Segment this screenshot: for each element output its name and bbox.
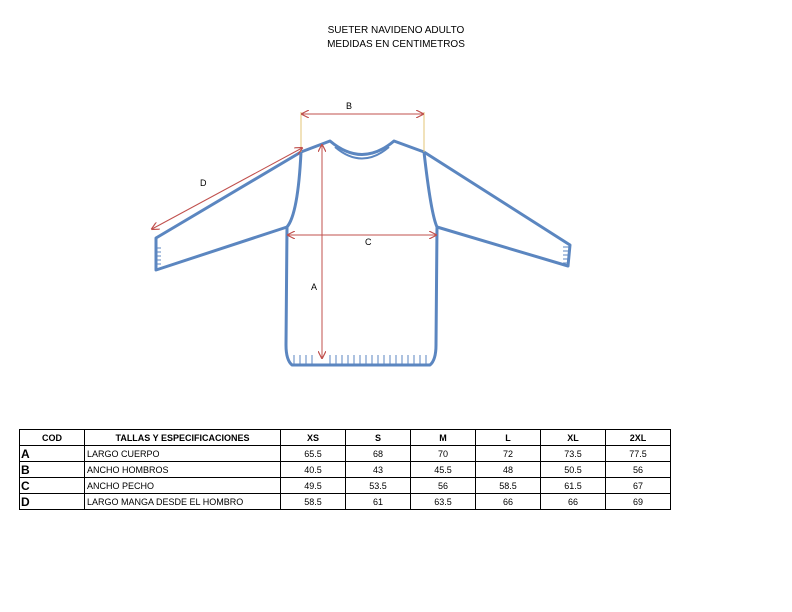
header-2xl: 2XL [606, 430, 671, 446]
table-row [20, 462, 671, 478]
arrow-d [152, 148, 302, 229]
row-code: D [20, 494, 85, 510]
cell-2xl: 77.5 [606, 446, 671, 462]
cell-l: 58.5 [476, 478, 541, 494]
row-spec: ANCHO HOMBROS [85, 462, 281, 478]
cell-xl: 73.5 [541, 446, 606, 462]
cell-m: 70 [411, 446, 476, 462]
cell-s: 61 [346, 494, 411, 510]
cell-xs: 65.5 [281, 446, 346, 462]
cell-xs: 49.5 [281, 478, 346, 494]
cell-m: 56 [411, 478, 476, 494]
cell-m: 45.5 [411, 462, 476, 478]
header-s: S [346, 430, 411, 446]
page-subtitle: MEDIDAS EN CENTIMETROS [327, 39, 465, 50]
cell-xl: 61.5 [541, 478, 606, 494]
right-sleeve [424, 152, 570, 266]
row-spec: ANCHO PECHO [85, 478, 281, 494]
cell-s: 53.5 [346, 478, 411, 494]
cell-xl: 66 [541, 494, 606, 510]
header-xs: XS [281, 430, 346, 446]
row-code: B [20, 462, 85, 478]
cell-l: 48 [476, 462, 541, 478]
cell-2xl: 67 [606, 478, 671, 494]
cell-s: 68 [346, 446, 411, 462]
cell-l: 72 [476, 446, 541, 462]
left-sleeve [156, 152, 301, 270]
table-row [20, 494, 671, 510]
row-code: A [20, 446, 85, 462]
header-xl: XL [541, 430, 606, 446]
label-c: C [365, 237, 372, 247]
header-spec: TALLAS Y ESPECIFICACIONES [85, 430, 281, 446]
row-spec: LARGO CUERPO [85, 446, 281, 462]
header-l: L [476, 430, 541, 446]
size-spec-table [19, 429, 671, 510]
row-code: C [20, 478, 85, 494]
cell-s: 43 [346, 462, 411, 478]
header-m: M [411, 430, 476, 446]
cell-m: 63.5 [411, 494, 476, 510]
header-cod: COD [20, 430, 85, 446]
table-row [20, 478, 671, 494]
cell-2xl: 56 [606, 462, 671, 478]
cell-xs: 40.5 [281, 462, 346, 478]
table-header-row [20, 430, 671, 446]
sweater-outline [286, 141, 437, 365]
label-d: D [200, 178, 207, 188]
label-b: B [346, 101, 353, 111]
table-row [20, 446, 671, 462]
label-a: A [311, 282, 318, 292]
cell-xl: 50.5 [541, 462, 606, 478]
cell-2xl: 69 [606, 494, 671, 510]
waist-rib [294, 355, 426, 364]
page-title: SUETER NAVIDENO ADULTO [327, 25, 465, 36]
row-spec: LARGO MANGA DESDE EL HOMBRO [85, 494, 281, 510]
cell-xs: 58.5 [281, 494, 346, 510]
cell-l: 66 [476, 494, 541, 510]
